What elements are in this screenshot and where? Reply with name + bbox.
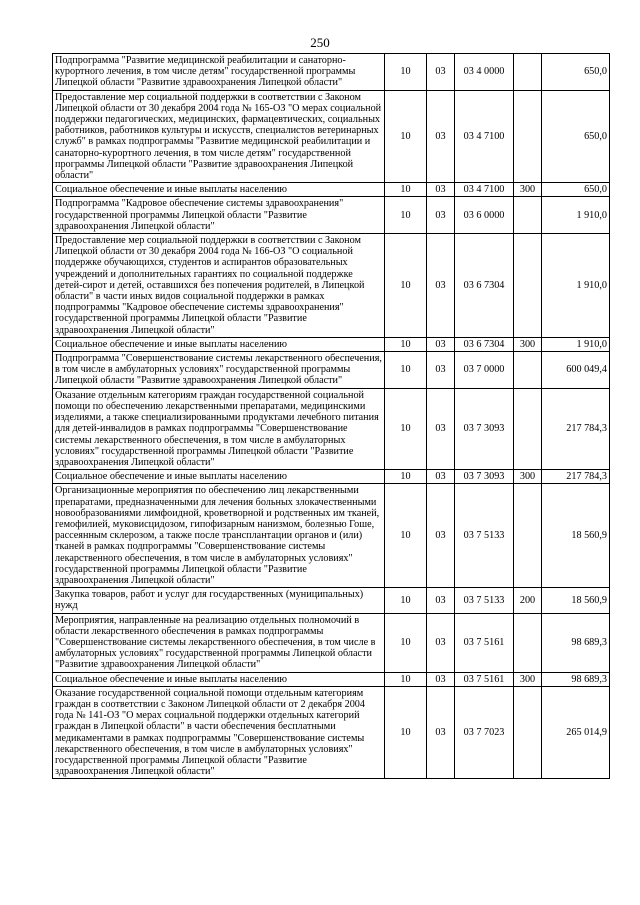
target-item-code-cell: 03 7 3093	[455, 388, 514, 469]
expense-type-code-cell	[514, 388, 542, 469]
subsection-code-cell: 03	[427, 388, 455, 469]
section-code-cell: 10	[385, 588, 427, 613]
item-name-cell: Оказание отдельным категориям граждан государственной социальной помощи по обеспечению лекарственными препаратами, медицинскими изделиями, а также специализированными продуктами лечебного питания для детей-инвалидов в рамках подпрограммы "Совершенствование системы лекарственного обеспечения, в том числе в амбулаторных условиях" государственной программы Липецкой области "Развитие здравоохранения Липецкой области"	[53, 388, 385, 469]
expense-type-code-cell: 300	[514, 337, 542, 351]
expense-type-code-cell	[514, 352, 542, 389]
item-name-cell: Организационные мероприятия по обеспечению лиц лекарственными препаратами, предназначенными для лечения больных злокачественными новообразованиями лимфоидной, кроветворной и родственных им тканей, гемофилией, муковисцидозом, гипофизарным нанизмом, болезнью Гоше, рассеянным склерозом, а также после трансплантации органов и (или) тканей в рамках подпрограммы "Совершенствование системы лекарственного обеспечения, в том числе в амбулаторных условиях" государственной программы Липецкой области "Развитие здравоохранения Липецкой области"	[53, 484, 385, 588]
item-name-cell: Предоставление мер социальной поддержки в соответствии с Законом Липецкой области от 30 декабря 2004 года № 166-ОЗ "О социальной поддержке обучающихся, студентов и аспирантов образовательных учреждений и дополнительных гарантиях по социальной поддержке детей-сирот и детей, оставшихся без попечения родителей, в Липецкой области" в части иных видов социальной поддержки в рамках подпрограммы "Кадровое обеспечение системы здравоохранения" государственной программы Липецкой области "Развитие здравоохранения Липецкой области"	[53, 234, 385, 338]
section-code-cell: 10	[385, 686, 427, 779]
section-code-cell: 10	[385, 672, 427, 686]
item-name-cell: Социальное обеспечение и иные выплаты населению	[53, 337, 385, 351]
target-item-code-cell: 03 7 5133	[455, 484, 514, 588]
table-row	[53, 183, 610, 197]
subsection-code-cell: 03	[427, 54, 455, 91]
amount-cell: 217 784,3	[542, 470, 610, 484]
table-row	[53, 54, 610, 91]
expense-type-code-cell	[514, 686, 542, 779]
table-row	[53, 672, 610, 686]
section-code-cell: 10	[385, 54, 427, 91]
subsection-code-cell: 03	[427, 672, 455, 686]
table-row	[53, 388, 610, 469]
expense-type-code-cell: 300	[514, 470, 542, 484]
amount-cell: 650,0	[542, 183, 610, 197]
amount-cell: 18 560,9	[542, 588, 610, 613]
expense-type-code-cell: 200	[514, 588, 542, 613]
table-row	[53, 484, 610, 588]
section-code-cell: 10	[385, 337, 427, 351]
item-name-cell: Подпрограмма "Развитие медицинской реабилитации и санаторно-курортного лечения, в том числе детям" государственной программы Липецкой области "Развитие здравоохранения Липецкой области"	[53, 54, 385, 91]
subsection-code-cell: 03	[427, 183, 455, 197]
subsection-code-cell: 03	[427, 588, 455, 613]
target-item-code-cell: 03 4 0000	[455, 54, 514, 91]
subsection-code-cell: 03	[427, 484, 455, 588]
target-item-code-cell: 03 7 3093	[455, 470, 514, 484]
section-code-cell: 10	[385, 484, 427, 588]
expense-type-code-cell	[514, 234, 542, 338]
section-code-cell: 10	[385, 90, 427, 183]
item-name-cell: Предоставление мер социальной поддержки в соответствии с Законом Липецкой области от 30 декабря 2004 года № 165-ОЗ "О мерах социальной поддержки педагогических, медицинских, фармацевтических, социальных работников, работников культуры и искусств, специалистов ветеринарных служб" в рамках подпрограммы "Развитие медицинской реабилитации и санаторно-курортного лечения, в том числе детям" государственной программы Липецкой области "Развитие здравоохранения Липецкой области"	[53, 90, 385, 183]
item-name-cell: Закупка товаров, работ и услуг для государственных (муниципальных) нужд	[53, 588, 385, 613]
amount-cell: 217 784,3	[542, 388, 610, 469]
amount-cell: 650,0	[542, 90, 610, 183]
amount-cell: 1 910,0	[542, 337, 610, 351]
target-item-code-cell: 03 6 7304	[455, 337, 514, 351]
amount-cell: 98 689,3	[542, 672, 610, 686]
table-row	[53, 352, 610, 389]
section-code-cell: 10	[385, 352, 427, 389]
amount-cell: 265 014,9	[542, 686, 610, 779]
amount-cell: 18 560,9	[542, 484, 610, 588]
amount-cell: 650,0	[542, 54, 610, 91]
target-item-code-cell: 03 6 7304	[455, 234, 514, 338]
target-item-code-cell: 03 7 5161	[455, 672, 514, 686]
expense-type-code-cell	[514, 613, 542, 672]
item-name-cell: Социальное обеспечение и иные выплаты населению	[53, 183, 385, 197]
section-code-cell: 10	[385, 183, 427, 197]
item-name-cell: Подпрограмма "Совершенствование системы лекарственного обеспечения, в том числе в амбулаторных условиях" государственной программы Липецкой области "Развитие здравоохранения Липецкой области"	[53, 352, 385, 389]
section-code-cell: 10	[385, 234, 427, 338]
amount-cell: 600 049,4	[542, 352, 610, 389]
amount-cell: 1 910,0	[542, 234, 610, 338]
subsection-code-cell: 03	[427, 197, 455, 234]
expense-type-code-cell	[514, 90, 542, 183]
subsection-code-cell: 03	[427, 90, 455, 183]
subsection-code-cell: 03	[427, 352, 455, 389]
section-code-cell: 10	[385, 470, 427, 484]
target-item-code-cell: 03 4 7100	[455, 90, 514, 183]
table-row	[53, 686, 610, 779]
table-row	[53, 588, 610, 613]
subsection-code-cell: 03	[427, 686, 455, 779]
expense-type-code-cell: 300	[514, 183, 542, 197]
item-name-cell: Мероприятия, направленные на реализацию отдельных полномочий в области лекарственного обеспечения в рамках подпрограммы "Совершенствование системы лекарственного обеспечения, в том числе в амбулаторных условиях" государственной программы Липецкой области "Развитие здравоохранения Липецкой области"	[53, 613, 385, 672]
expense-type-code-cell	[514, 54, 542, 91]
target-item-code-cell: 03 7 7023	[455, 686, 514, 779]
expense-type-code-cell: 300	[514, 672, 542, 686]
subsection-code-cell: 03	[427, 613, 455, 672]
item-name-cell: Социальное обеспечение и иные выплаты населению	[53, 470, 385, 484]
budget-table-body	[53, 54, 610, 779]
target-item-code-cell: 03 7 5161	[455, 613, 514, 672]
section-code-cell: 10	[385, 613, 427, 672]
budget-table	[52, 53, 610, 779]
table-row	[53, 470, 610, 484]
subsection-code-cell: 03	[427, 337, 455, 351]
item-name-cell: Подпрограмма "Кадровое обеспечение системы здравоохранения" государственной программы Липецкой области "Развитие здравоохранения Липецкой области"	[53, 197, 385, 234]
table-row	[53, 613, 610, 672]
target-item-code-cell: 03 7 5133	[455, 588, 514, 613]
target-item-code-cell: 03 4 7100	[455, 183, 514, 197]
section-code-cell: 10	[385, 197, 427, 234]
subsection-code-cell: 03	[427, 234, 455, 338]
item-name-cell: Социальное обеспечение и иные выплаты населению	[53, 672, 385, 686]
expense-type-code-cell	[514, 197, 542, 234]
page-number: 250	[310, 35, 330, 50]
item-name-cell: Оказание государственной социальной помощи отдельным категориям граждан в соответствии с Законом Липецкой области от 2 декабря 2004 года № 141-ОЗ "О мерах социальной поддержки отдельных категорий граждан в Липецкой области" в части обеспечения бесплатными медикаментами в рамках подпрограммы "Совершенствование системы лекарственного обеспечения, в том числе в амбулаторных условиях" государственной программы Липецкой области "Развитие здравоохранения Липецкой области"	[53, 686, 385, 779]
table-row	[53, 234, 610, 338]
target-item-code-cell: 03 6 0000	[455, 197, 514, 234]
table-row	[53, 337, 610, 351]
expense-type-code-cell	[514, 484, 542, 588]
target-item-code-cell: 03 7 0000	[455, 352, 514, 389]
table-row	[53, 90, 610, 183]
amount-cell: 98 689,3	[542, 613, 610, 672]
table-row	[53, 197, 610, 234]
amount-cell: 1 910,0	[542, 197, 610, 234]
subsection-code-cell: 03	[427, 470, 455, 484]
section-code-cell: 10	[385, 388, 427, 469]
